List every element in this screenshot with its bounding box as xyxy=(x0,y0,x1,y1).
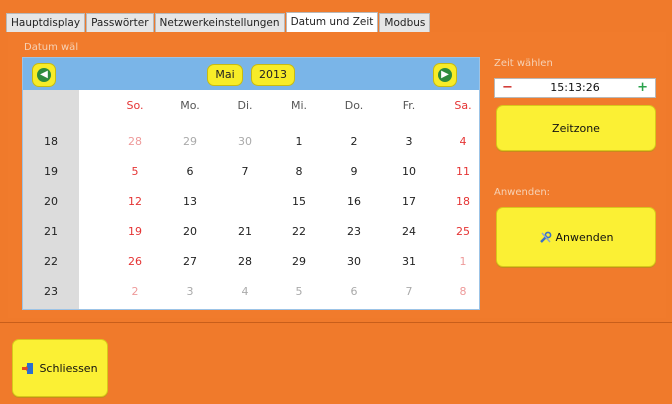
calendar-day[interactable]: 13 xyxy=(183,195,197,208)
calendar-day[interactable]: 12 xyxy=(128,195,142,208)
calendar-day[interactable]: 3 xyxy=(186,285,194,298)
year-select[interactable]: 2013 xyxy=(251,64,295,86)
week-number: 18 xyxy=(44,135,58,148)
calendar-day[interactable]: 15 xyxy=(292,195,306,208)
weekday-header: Mi. xyxy=(290,99,308,112)
timezone-button[interactable] xyxy=(496,105,656,151)
calendar-day[interactable]: 22 xyxy=(292,225,306,238)
calendar-day[interactable]: 25 xyxy=(456,225,470,238)
time-decrement-button[interactable]: − xyxy=(502,80,513,95)
time-input[interactable]: 15:13:26 xyxy=(550,81,600,94)
calendar-day[interactable]: 19 xyxy=(128,225,142,238)
calendar-day[interactable]: 31 xyxy=(402,255,416,268)
calendar-day[interactable]: 2 xyxy=(350,135,358,148)
weekday-header: Fr. xyxy=(402,99,416,112)
apply-label: Anwenden: xyxy=(494,187,551,198)
close-button[interactable] xyxy=(12,339,108,397)
next-month-button[interactable] xyxy=(433,63,457,87)
prev-month-button[interactable] xyxy=(32,63,56,87)
calendar-day[interactable]: 4 xyxy=(459,135,467,148)
calendar-day[interactable]: 9 xyxy=(350,165,358,178)
weekday-header: Sa. xyxy=(454,99,472,112)
close-button-label: Schliessen xyxy=(39,361,98,375)
calendar-day[interactable]: 7 xyxy=(405,285,413,298)
calendar-day[interactable]: 30 xyxy=(347,255,361,268)
tab-date-time[interactable]: Datum und Zeit xyxy=(286,12,379,32)
timezone-button-label: Zeitzone xyxy=(552,121,600,135)
arrow-right-icon: ▶ xyxy=(438,68,452,82)
weekday-header: Di. xyxy=(237,99,253,112)
calendar-day[interactable]: 16 xyxy=(347,195,361,208)
calendar-day[interactable] xyxy=(217,190,273,214)
calendar-day[interactable]: 23 xyxy=(347,225,361,238)
calendar-day[interactable]: 24 xyxy=(402,225,416,238)
calendar-day[interactable]: 29 xyxy=(292,255,306,268)
week-number: 21 xyxy=(44,225,58,238)
wrench-icon xyxy=(539,231,552,244)
weekday-header: Mo. xyxy=(180,99,200,112)
calendar-day[interactable]: 6 xyxy=(350,285,358,298)
time-stepper xyxy=(494,78,656,98)
calendar-day[interactable]: 1 xyxy=(459,255,467,268)
apply-button[interactable] xyxy=(496,207,656,267)
date-select-label: Datum wäl xyxy=(24,42,79,53)
month-select[interactable]: Mai xyxy=(207,64,243,86)
calendar xyxy=(22,57,480,310)
calendar-day[interactable]: 26 xyxy=(128,255,142,268)
time-select-label: Zeit wählen xyxy=(494,58,553,69)
calendar-day[interactable]: 28 xyxy=(238,255,252,268)
calendar-day[interactable]: 8 xyxy=(459,285,467,298)
calendar-day[interactable]: 11 xyxy=(456,165,470,178)
tab-passwords[interactable]: Passwörter xyxy=(86,13,153,32)
calendar-header xyxy=(23,58,479,90)
calendar-day[interactable]: 4 xyxy=(241,285,249,298)
calendar-day[interactable]: 1 xyxy=(295,135,303,148)
calendar-day[interactable]: 5 xyxy=(295,285,303,298)
calendar-day[interactable]: 3 xyxy=(405,135,413,148)
calendar-day[interactable]: 5 xyxy=(131,165,139,178)
apply-button-label: Anwenden xyxy=(555,230,614,244)
calendar-day[interactable]: 27 xyxy=(183,255,197,268)
calendar-day[interactable]: 17 xyxy=(402,195,416,208)
exit-door-icon xyxy=(22,362,35,375)
week-number: 19 xyxy=(44,165,58,178)
calendar-day[interactable]: 29 xyxy=(183,135,197,148)
calendar-day[interactable]: 18 xyxy=(456,195,470,208)
week-number: 22 xyxy=(44,255,58,268)
calendar-day[interactable]: 8 xyxy=(295,165,303,178)
calendar-day[interactable]: 20 xyxy=(183,225,197,238)
time-increment-button[interactable]: + xyxy=(637,80,648,95)
bottom-bar xyxy=(0,322,672,404)
calendar-day[interactable]: 6 xyxy=(186,165,194,178)
tab-bar xyxy=(6,13,431,32)
weekday-header: So. xyxy=(126,99,144,112)
calendar-day[interactable]: 10 xyxy=(402,165,416,178)
tab-network-settings[interactable]: Netzwerkeinstellungen xyxy=(155,13,285,32)
calendar-day[interactable]: 7 xyxy=(241,165,249,178)
weekday-header: Do. xyxy=(344,99,364,112)
week-number: 23 xyxy=(44,285,58,298)
calendar-day[interactable]: 28 xyxy=(128,135,142,148)
tab-modbus[interactable]: Modbus xyxy=(379,13,430,32)
calendar-day[interactable]: 21 xyxy=(238,225,252,238)
calendar-day[interactable]: 2 xyxy=(131,285,139,298)
arrow-left-icon: ◀ xyxy=(37,68,51,82)
calendar-day[interactable]: 30 xyxy=(238,135,252,148)
week-number: 20 xyxy=(44,195,58,208)
tab-main-display[interactable]: Hauptdisplay xyxy=(6,13,85,32)
